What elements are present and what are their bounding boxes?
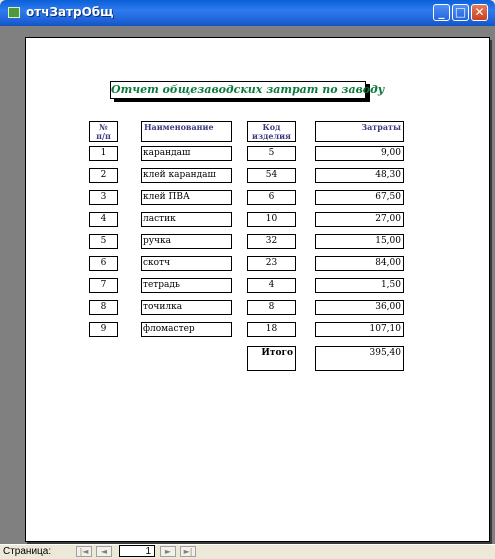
close-button[interactable]: ✕ <box>471 4 488 21</box>
total-label: Итого <box>247 346 296 371</box>
row-number-cell: 3 <box>89 190 118 205</box>
header-code-line1: Код <box>262 122 281 132</box>
header-code <box>247 121 296 142</box>
row-number-cell: 6 <box>89 256 118 271</box>
report-title: Отчет общезаводских затрат по заводу <box>110 81 366 99</box>
row-number-cell: 2 <box>89 168 118 183</box>
row-code-cell: 54 <box>247 168 296 183</box>
header-code-line2: изделия <box>252 131 291 141</box>
row-number-cell: 9 <box>89 322 118 337</box>
row-code-cell: 23 <box>247 256 296 271</box>
title-bar[interactable] <box>0 0 495 26</box>
row-code-cell: 4 <box>247 278 296 293</box>
row-name-cell: карандаш <box>141 146 232 161</box>
maximize-button[interactable]: □ <box>452 4 469 21</box>
header-cost: Затраты <box>315 121 404 142</box>
row-code-cell: 32 <box>247 234 296 249</box>
row-name-cell: точилка <box>141 300 232 315</box>
row-number-cell: 8 <box>89 300 118 315</box>
status-bar <box>0 544 495 559</box>
row-cost-cell: 9,00 <box>315 146 404 161</box>
row-cost-cell: 67,50 <box>315 190 404 205</box>
row-number-cell: 1 <box>89 146 118 161</box>
row-number-cell: 5 <box>89 234 118 249</box>
row-cost-cell: 27,00 <box>315 212 404 227</box>
minimize-button[interactable]: _ <box>433 4 450 21</box>
window-title: отчЗатрОбщ <box>26 5 114 19</box>
row-code-cell: 10 <box>247 212 296 227</box>
row-code-cell: 18 <box>247 322 296 337</box>
total-value: 395,40 <box>315 346 404 371</box>
row-code-cell: 6 <box>247 190 296 205</box>
next-page-icon[interactable]: ► <box>160 546 176 557</box>
row-name-cell: фломастер <box>141 322 232 337</box>
row-name-cell: тетрадь <box>141 278 232 293</box>
header-name: Наименование <box>141 121 232 142</box>
row-code-cell: 8 <box>247 300 296 315</box>
row-cost-cell: 36,00 <box>315 300 404 315</box>
row-number-cell: 4 <box>89 212 118 227</box>
row-code-cell: 5 <box>247 146 296 161</box>
header-number-line2: п/п <box>96 131 111 141</box>
row-number-cell: 7 <box>89 278 118 293</box>
page-label: Страница: <box>3 546 52 557</box>
row-cost-cell: 15,00 <box>315 234 404 249</box>
row-name-cell: клей карандаш <box>141 168 232 183</box>
last-page-icon[interactable]: ►| <box>180 546 196 557</box>
row-name-cell: скотч <box>141 256 232 271</box>
row-cost-cell: 1,50 <box>315 278 404 293</box>
report-icon <box>8 7 20 18</box>
first-page-icon[interactable]: |◄ <box>76 546 92 557</box>
header-number-line1: № <box>99 122 108 132</box>
row-cost-cell: 84,00 <box>315 256 404 271</box>
page-number-input[interactable]: 1 <box>119 545 155 557</box>
row-name-cell: ручка <box>141 234 232 249</box>
previous-page-icon[interactable]: ◄ <box>96 546 112 557</box>
row-cost-cell: 48,30 <box>315 168 404 183</box>
row-cost-cell: 107,10 <box>315 322 404 337</box>
row-name-cell: ластик <box>141 212 232 227</box>
row-name-cell: клей ПВА <box>141 190 232 205</box>
header-number <box>89 121 118 142</box>
